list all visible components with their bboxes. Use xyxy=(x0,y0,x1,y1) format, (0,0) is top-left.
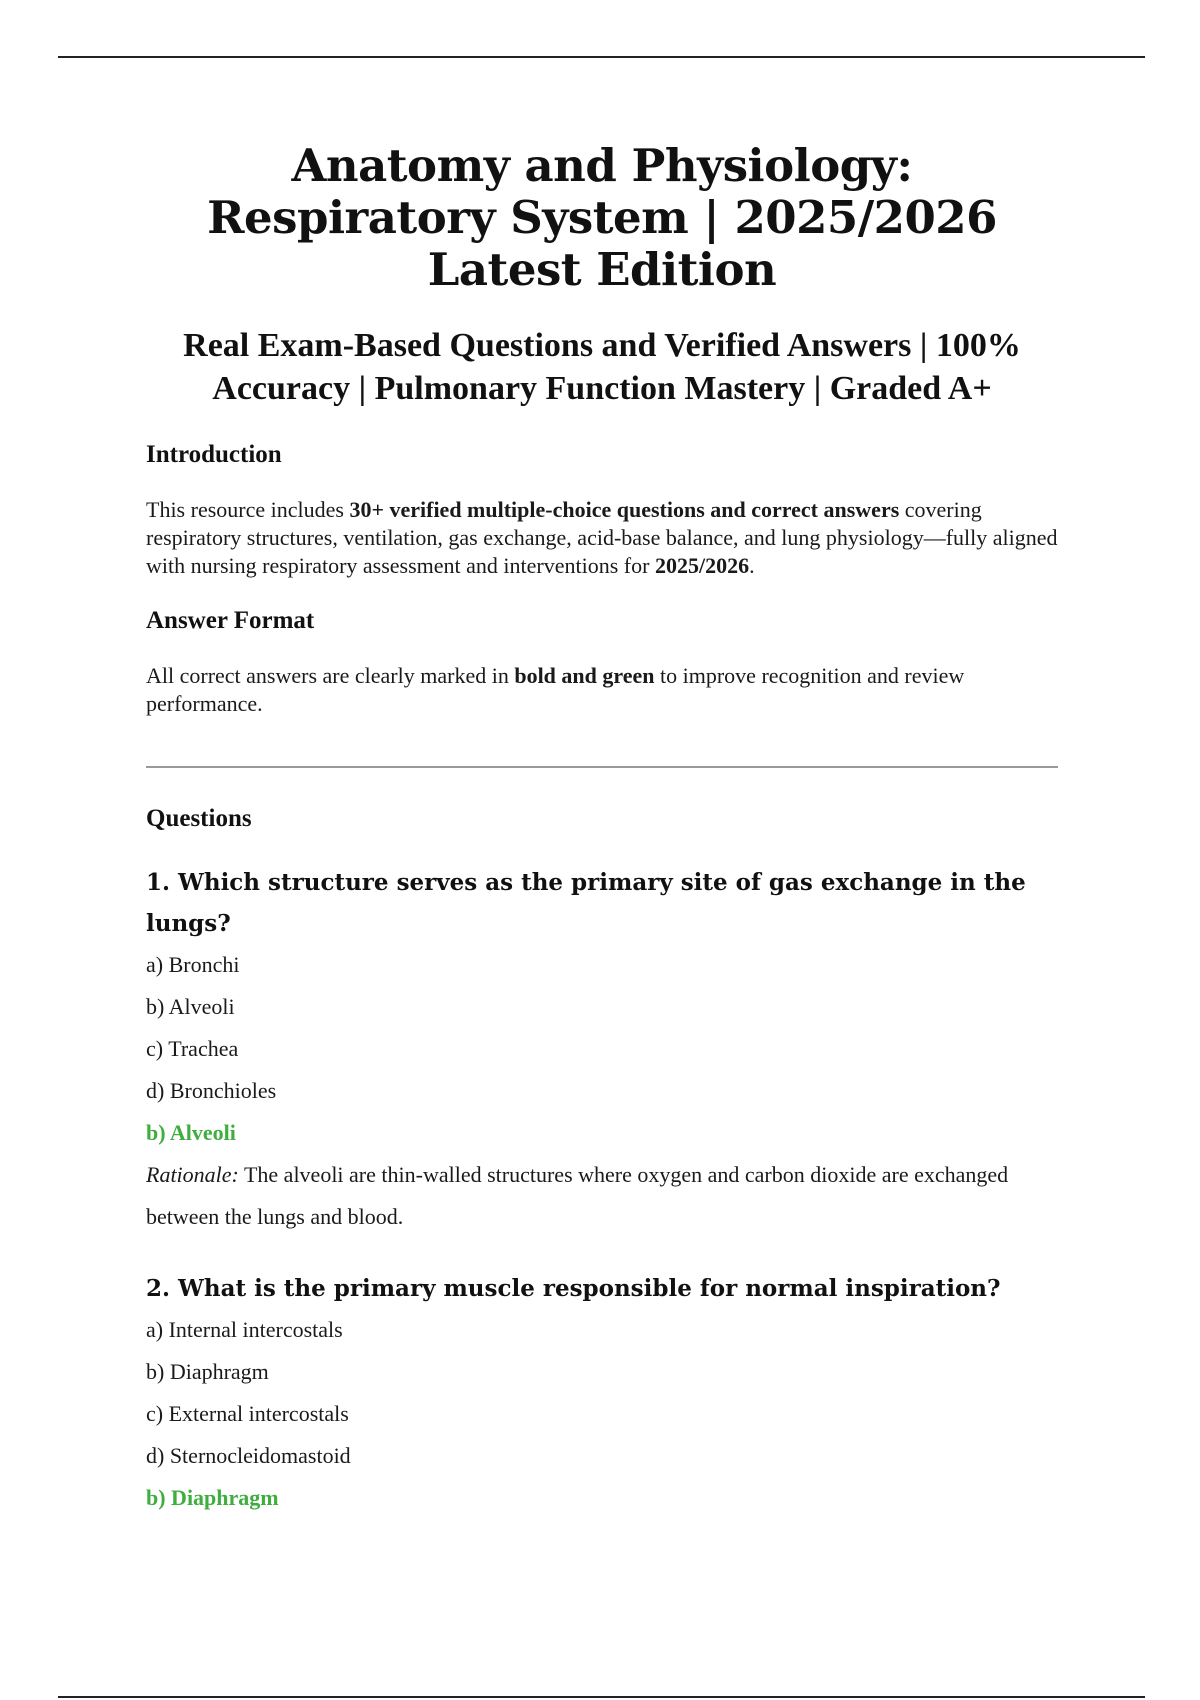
top-rule xyxy=(58,56,1145,58)
questions-heading: Questions xyxy=(146,805,252,832)
rationale-text: The alveoli are thin-walled structures where oxygen and carbon dioxide are exchanged between the lungs and blood. xyxy=(146,1162,1009,1229)
intro-text-middle: covering respiratory structures, ventilation, gas exchange, acid-base balance, and lung physiology—fully aligned with nursing respiratory assessment and interventions for xyxy=(146,497,1058,578)
rationale-label: Rationale: xyxy=(146,1162,239,1187)
introduction-heading: Introduction xyxy=(146,441,282,468)
option-a: a) Internal intercostals xyxy=(146,1317,343,1342)
answer-format-heading: Answer Format xyxy=(146,607,315,634)
option-c: c) Trachea xyxy=(146,1036,239,1061)
question-block-1 xyxy=(146,862,1058,1238)
document-subtitle: Real Exam-Based Questions and Verified Answers | 100% Accuracy | Pulmonary Function Mastery | Graded A+ xyxy=(183,327,1021,407)
question-text: 1. Which structure serves as the primary site of gas exchange in the lungs? xyxy=(146,869,1026,937)
section-divider xyxy=(146,766,1058,768)
format-text-bold: bold and green xyxy=(514,663,655,688)
rationale xyxy=(146,1154,1058,1238)
bottom-rule xyxy=(58,1696,1145,1698)
option-d: d) Sternocleidomastoid xyxy=(146,1443,351,1468)
document-body xyxy=(146,140,1058,1519)
option-b: b) Diaphragm xyxy=(146,1359,269,1384)
intro-text-year: 2025/2026 xyxy=(654,553,750,578)
intro-text-end: . xyxy=(749,553,755,578)
option-b: b) Alveoli xyxy=(146,994,235,1019)
correct-answer: b) Alveoli xyxy=(146,1120,236,1145)
intro-text-bold: 30+ verified multiple-choice questions and correct answers xyxy=(349,497,900,522)
format-text-start: All correct answers are clearly marked in xyxy=(146,663,515,688)
question-block-2 xyxy=(146,1268,1058,1519)
option-d: d) Bronchioles xyxy=(146,1078,277,1103)
option-a: a) Bronchi xyxy=(146,952,240,977)
intro-text-start: This resource includes xyxy=(146,497,350,522)
format-text-end: to improve recognition and review performance. xyxy=(146,663,965,716)
answer-format-text xyxy=(146,662,1058,718)
option-c: c) External intercostals xyxy=(146,1401,349,1426)
correct-answer: b) Diaphragm xyxy=(146,1485,279,1510)
introduction-text xyxy=(146,496,1058,580)
question-text: 2. What is the primary muscle responsible for normal inspiration? xyxy=(146,1275,1001,1302)
document-title: Anatomy and Physiology: Respiratory System | 2025/2026 Latest Edition xyxy=(207,139,997,296)
